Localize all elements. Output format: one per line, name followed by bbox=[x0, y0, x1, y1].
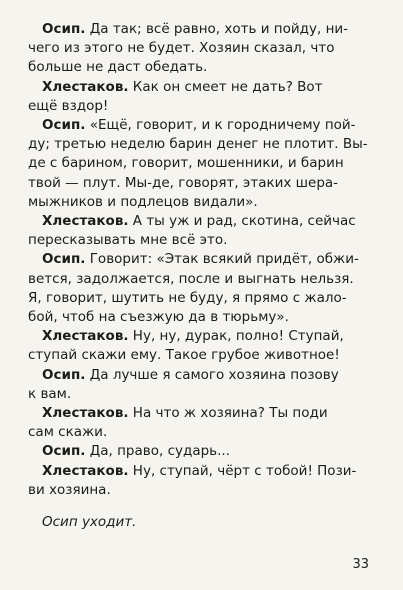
speaker-name: Осип. bbox=[42, 366, 86, 383]
speaker-name: Осип. bbox=[42, 21, 86, 37]
dialogue-paragraph bbox=[28, 250, 375, 327]
speech-line: ступай скажи ему. Такое грубое животное! bbox=[28, 347, 340, 364]
dialogue-paragraph bbox=[28, 442, 375, 461]
paragraph-first-line bbox=[28, 78, 375, 97]
page-number: 33 bbox=[352, 557, 369, 572]
stage-direction: Осип уходит. bbox=[42, 514, 137, 531]
dialogue-paragraph bbox=[28, 462, 375, 500]
dialogue-paragraph bbox=[28, 366, 375, 404]
paragraph-first-line bbox=[28, 366, 375, 385]
paragraph-first-line bbox=[28, 442, 375, 461]
speech-line: ви хозяина. bbox=[28, 481, 111, 498]
paragraph-first-line bbox=[28, 20, 375, 39]
speech-line: вется, задолжается, после и выгнать нельзя. bbox=[28, 270, 354, 287]
speaker-name: Хлестаков. bbox=[42, 213, 129, 230]
speech-line: чего из этого не будет. Хозяин сказал, что bbox=[28, 40, 335, 57]
speaker-name: Хлестаков. bbox=[42, 462, 129, 479]
dialogue-paragraph bbox=[28, 116, 375, 212]
speech-text: Говорит: «Этак всякий придёт, обжи- bbox=[89, 251, 359, 268]
speech-text: «Ещё, говорит, и к городничему пой- bbox=[89, 117, 356, 134]
speaker-name: Хлестаков. bbox=[42, 78, 129, 95]
speech-text: Как он смеет не дать? Вот bbox=[132, 78, 323, 95]
speech-text: Да так; всё равно, хоть и пойду, ни- bbox=[89, 21, 349, 37]
paragraph-first-line bbox=[28, 250, 375, 269]
speech-text: На что ж хозяина? Ты поди bbox=[132, 405, 328, 422]
paragraph-first-line bbox=[28, 462, 375, 481]
dialogue-paragraph bbox=[28, 327, 375, 365]
speech-line: Я, говорит, шутить не буду, я прямо с жало- bbox=[28, 289, 347, 306]
paragraph-first-line bbox=[28, 212, 375, 231]
speaker-name: Осип. bbox=[42, 251, 86, 268]
speech-line: ду; третью неделю барин денег не плотит. Вы- bbox=[28, 136, 368, 153]
dialogue-text bbox=[28, 20, 375, 500]
speech-text: Да, право, сударь... bbox=[89, 443, 230, 460]
paragraph-first-line bbox=[28, 116, 375, 135]
speech-line: бой, чтоб на съезжую да в тюрьму». bbox=[28, 309, 289, 326]
speaker-name: Осип. bbox=[42, 117, 86, 134]
speech-line: пересказывать мне всё это. bbox=[28, 232, 228, 249]
speaker-name: Хлестаков. bbox=[42, 328, 129, 345]
speech-text: Ну, ступай, чёрт с тобой! Пози- bbox=[132, 462, 357, 479]
speech-text: А ты уж и рад, скотина, сейчас bbox=[132, 213, 356, 230]
dialogue-paragraph bbox=[28, 212, 375, 250]
speech-line: мыжников и подлецов видали». bbox=[28, 193, 258, 210]
dialogue-paragraph bbox=[28, 404, 375, 442]
speech-line: твой — плут. Мы-де, говорят, этаких шера- bbox=[28, 174, 339, 191]
speech-line: к вам. bbox=[28, 385, 72, 402]
speech-text: Да лучше я самого хозяина позову bbox=[89, 366, 339, 383]
dialogue-paragraph bbox=[28, 20, 375, 78]
speech-line: сам скажи. bbox=[28, 424, 108, 441]
dialogue-paragraph bbox=[28, 78, 375, 116]
speaker-name: Осип. bbox=[42, 443, 86, 460]
paragraph-first-line bbox=[28, 327, 375, 346]
speech-line: де с барином, говорит, мошенники, и барин bbox=[28, 155, 344, 172]
speaker-name: Хлестаков. bbox=[42, 405, 129, 422]
speech-line: больше не даст обедать. bbox=[28, 59, 208, 76]
paragraph-first-line bbox=[28, 404, 375, 423]
speech-text: Ну, ну, дурак, полно! Ступай, bbox=[132, 328, 344, 345]
speech-line: ещё вздор! bbox=[28, 97, 109, 114]
